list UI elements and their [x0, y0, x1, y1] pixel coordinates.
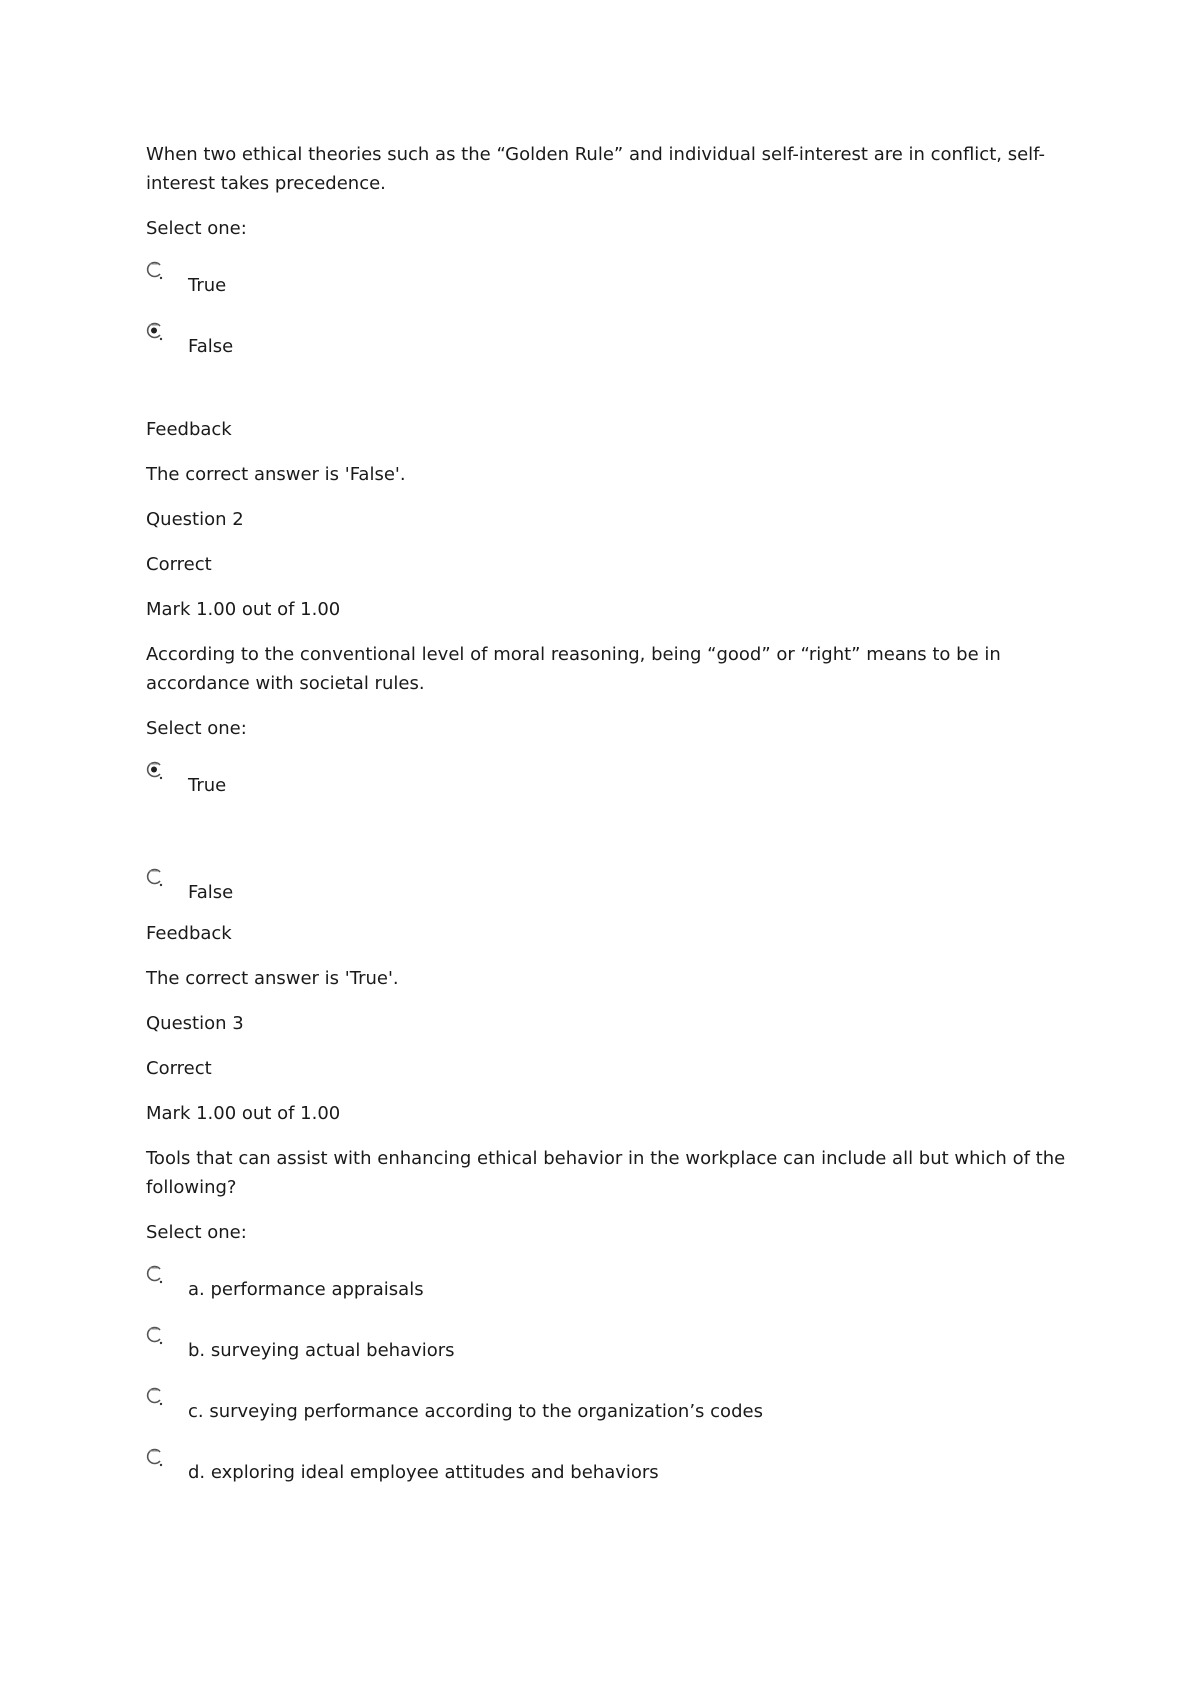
option-label: c. surveying performance according to the organization’s codes: [188, 1401, 763, 1422]
radio-selected-icon[interactable]: [146, 322, 164, 342]
question-2-mark: Mark 1.00 out of 1.00: [146, 599, 341, 620]
radio-unselected-icon[interactable]: [146, 1265, 164, 1285]
radio-unselected-icon[interactable]: [146, 261, 164, 281]
option-label: a. performance appraisals: [188, 1279, 424, 1300]
question-2-header: Question 2: [146, 509, 244, 530]
option-label: True: [188, 275, 227, 296]
question-2-status: Correct: [146, 554, 212, 575]
question-1-feedback-heading: Feedback: [146, 419, 232, 440]
question-2-feedback: The correct answer is 'True'.: [146, 968, 399, 989]
quiz-review-page: [146, 140, 1066, 1513]
question-2-select-prompt: Select one:: [146, 718, 247, 739]
question-3-mark: Mark 1.00 out of 1.00: [146, 1103, 341, 1124]
option-label: False: [188, 336, 234, 357]
question-3-select-prompt: Select one:: [146, 1222, 247, 1243]
question-2-feedback-heading: Feedback: [146, 923, 232, 944]
question-3-status: Correct: [146, 1058, 212, 1079]
question-1-feedback: The correct answer is 'False'.: [146, 464, 406, 485]
question-2-option-true[interactable]: [146, 765, 1066, 800]
question-2-text: According to the conventional level of moral reasoning, being “good” or “right” means to be in accordance with societal rules.: [146, 644, 1001, 694]
question-3-option-a[interactable]: [146, 1269, 1066, 1304]
question-3-text: Tools that can assist with enhancing ethical behavior in the workplace can include all but which of the following?: [146, 1148, 1066, 1198]
question-1-select-prompt: Select one:: [146, 218, 247, 239]
option-label: True: [188, 775, 227, 796]
radio-unselected-icon[interactable]: [146, 1326, 164, 1346]
question-3-option-c[interactable]: [146, 1391, 1066, 1426]
radio-selected-icon[interactable]: [146, 761, 164, 781]
radio-unselected-icon[interactable]: [146, 1387, 164, 1407]
radio-unselected-icon[interactable]: [146, 1448, 164, 1468]
radio-unselected-icon[interactable]: [146, 868, 164, 888]
question-3-header: Question 3: [146, 1013, 244, 1034]
question-3-option-d[interactable]: [146, 1452, 1066, 1487]
question-3-option-b[interactable]: [146, 1330, 1066, 1365]
option-label: d. exploring ideal employee attitudes and behaviors: [188, 1462, 659, 1483]
option-label: False: [188, 882, 234, 903]
question-2-option-false[interactable]: [146, 872, 1066, 907]
question-1-option-false[interactable]: [146, 326, 1066, 361]
question-1-text: When two ethical theories such as the “Golden Rule” and individual self-interest are in conflict, self-interest takes precedence.: [146, 144, 1046, 194]
question-1-option-true[interactable]: [146, 265, 1066, 300]
option-label: b. surveying actual behaviors: [188, 1340, 455, 1361]
